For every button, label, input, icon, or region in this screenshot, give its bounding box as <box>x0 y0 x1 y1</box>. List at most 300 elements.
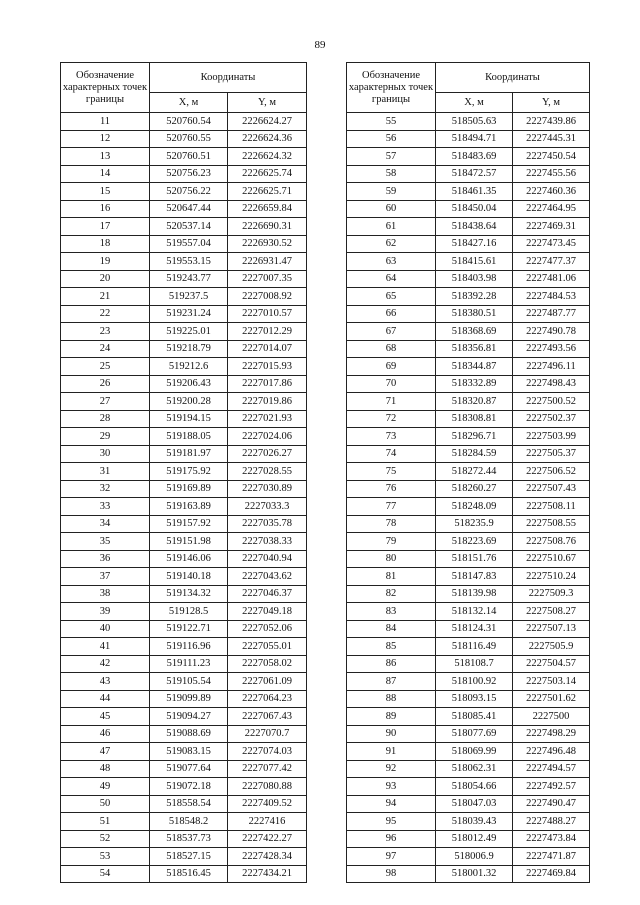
x-coordinate-cell: 519105.54 <box>150 673 228 691</box>
y-coordinate-cell: 2227493.56 <box>513 340 590 358</box>
x-coordinate-cell: 519188.05 <box>150 428 228 446</box>
y-coordinate-cell: 2227494.57 <box>513 760 590 778</box>
table-row <box>347 410 590 428</box>
point-number-cell: 34 <box>61 515 150 533</box>
table-row <box>347 130 590 148</box>
point-number-cell: 23 <box>61 323 150 341</box>
table-row <box>347 393 590 411</box>
y-coordinate-cell: 2227012.29 <box>228 323 307 341</box>
x-coordinate-cell: 518116.49 <box>436 638 513 656</box>
y-coordinate-cell: 2227409.52 <box>228 795 307 813</box>
x-coordinate-cell: 519128.5 <box>150 603 228 621</box>
table-row <box>61 865 307 883</box>
point-number-cell: 73 <box>347 428 436 446</box>
point-number-cell: 82 <box>347 585 436 603</box>
point-number-cell: 80 <box>347 550 436 568</box>
table-body-left <box>61 113 307 883</box>
y-coordinate-cell: 2227450.54 <box>513 148 590 166</box>
point-number-cell: 51 <box>61 813 150 831</box>
header-y: Y, м <box>513 93 590 113</box>
y-coordinate-cell: 2227049.18 <box>228 603 307 621</box>
x-coordinate-cell: 518100.92 <box>436 673 513 691</box>
table-row <box>61 778 307 796</box>
y-coordinate-cell: 2227507.43 <box>513 480 590 498</box>
table-row <box>347 673 590 691</box>
table-row <box>61 148 307 166</box>
y-coordinate-cell: 2227026.27 <box>228 445 307 463</box>
table-row <box>347 848 590 866</box>
table-row <box>61 795 307 813</box>
page-number: 89 <box>314 39 326 51</box>
point-number-cell: 48 <box>61 760 150 778</box>
y-coordinate-cell: 2227007.35 <box>228 270 307 288</box>
x-coordinate-cell: 518235.9 <box>436 515 513 533</box>
point-number-cell: 20 <box>61 270 150 288</box>
y-coordinate-cell: 2227434.21 <box>228 865 307 883</box>
y-coordinate-cell: 2227507.13 <box>513 620 590 638</box>
y-coordinate-cell: 2227010.57 <box>228 305 307 323</box>
point-number-cell: 47 <box>61 743 150 761</box>
table-row <box>61 270 307 288</box>
y-coordinate-cell: 2227017.86 <box>228 375 307 393</box>
x-coordinate-cell: 518223.69 <box>436 533 513 551</box>
x-coordinate-cell: 518151.76 <box>436 550 513 568</box>
x-coordinate-cell: 520537.14 <box>150 218 228 236</box>
point-number-cell: 97 <box>347 848 436 866</box>
table-row <box>347 813 590 831</box>
x-coordinate-cell: 519175.92 <box>150 463 228 481</box>
table-row <box>347 253 590 271</box>
point-number-cell: 28 <box>61 410 150 428</box>
x-coordinate-cell: 520756.22 <box>150 183 228 201</box>
point-number-cell: 60 <box>347 200 436 218</box>
y-coordinate-cell: 2227487.77 <box>513 305 590 323</box>
x-coordinate-cell: 518403.98 <box>436 270 513 288</box>
x-coordinate-cell: 519157.92 <box>150 515 228 533</box>
y-coordinate-cell: 2227492.57 <box>513 778 590 796</box>
table-row <box>61 655 307 673</box>
y-coordinate-cell: 2227080.88 <box>228 778 307 796</box>
table-row <box>347 708 590 726</box>
x-coordinate-cell: 519099.89 <box>150 690 228 708</box>
point-number-cell: 11 <box>61 113 150 131</box>
x-coordinate-cell: 519218.79 <box>150 340 228 358</box>
x-coordinate-cell: 518483.69 <box>436 148 513 166</box>
point-number-cell: 59 <box>347 183 436 201</box>
table-row <box>347 778 590 796</box>
table-row <box>61 480 307 498</box>
x-coordinate-cell: 518558.54 <box>150 795 228 813</box>
x-coordinate-cell: 519083.15 <box>150 743 228 761</box>
table-row <box>347 830 590 848</box>
table-row <box>61 200 307 218</box>
point-number-cell: 63 <box>347 253 436 271</box>
y-coordinate-cell: 2227473.84 <box>513 830 590 848</box>
y-coordinate-cell: 2226625.74 <box>228 165 307 183</box>
table-row <box>61 550 307 568</box>
y-coordinate-cell: 2227490.47 <box>513 795 590 813</box>
y-coordinate-cell: 2227464.95 <box>513 200 590 218</box>
y-coordinate-cell: 2227021.93 <box>228 410 307 428</box>
y-coordinate-cell: 2227501.62 <box>513 690 590 708</box>
x-coordinate-cell: 518344.87 <box>436 358 513 376</box>
point-number-cell: 35 <box>61 533 150 551</box>
table-row <box>61 165 307 183</box>
x-coordinate-cell: 519553.15 <box>150 253 228 271</box>
point-number-cell: 27 <box>61 393 150 411</box>
point-number-cell: 40 <box>61 620 150 638</box>
table-row <box>347 113 590 131</box>
x-coordinate-cell: 519094.27 <box>150 708 228 726</box>
point-number-cell: 12 <box>61 130 150 148</box>
y-coordinate-cell: 2227508.55 <box>513 515 590 533</box>
x-coordinate-cell: 518296.71 <box>436 428 513 446</box>
x-coordinate-cell: 519200.28 <box>150 393 228 411</box>
x-coordinate-cell: 519088.69 <box>150 725 228 743</box>
x-coordinate-cell: 518039.43 <box>436 813 513 831</box>
table-row <box>61 708 307 726</box>
point-number-cell: 56 <box>347 130 436 148</box>
x-coordinate-cell: 520760.55 <box>150 130 228 148</box>
y-coordinate-cell: 2227422.27 <box>228 830 307 848</box>
x-coordinate-cell: 519146.06 <box>150 550 228 568</box>
table-row <box>347 743 590 761</box>
y-coordinate-cell: 2227428.34 <box>228 848 307 866</box>
x-coordinate-cell: 518368.69 <box>436 323 513 341</box>
y-coordinate-cell: 2227477.37 <box>513 253 590 271</box>
y-coordinate-cell: 2226624.32 <box>228 148 307 166</box>
coordinates-table-left <box>60 62 307 883</box>
y-coordinate-cell: 2227460.36 <box>513 183 590 201</box>
table-row <box>347 428 590 446</box>
x-coordinate-cell: 518450.04 <box>436 200 513 218</box>
table-row <box>61 410 307 428</box>
table-row <box>347 340 590 358</box>
point-number-cell: 26 <box>61 375 150 393</box>
point-number-cell: 88 <box>347 690 436 708</box>
table-row <box>61 743 307 761</box>
x-coordinate-cell: 518062.31 <box>436 760 513 778</box>
y-coordinate-cell: 2227043.62 <box>228 568 307 586</box>
table-row <box>347 463 590 481</box>
table-row <box>347 445 590 463</box>
x-coordinate-cell: 518132.14 <box>436 603 513 621</box>
y-coordinate-cell: 2227508.27 <box>513 603 590 621</box>
point-number-cell: 71 <box>347 393 436 411</box>
y-coordinate-cell: 2227488.27 <box>513 813 590 831</box>
x-coordinate-cell: 518332.89 <box>436 375 513 393</box>
point-number-cell: 53 <box>61 848 150 866</box>
x-coordinate-cell: 519134.32 <box>150 585 228 603</box>
y-coordinate-cell: 2227015.93 <box>228 358 307 376</box>
header-y: Y, м <box>228 93 307 113</box>
y-coordinate-cell: 2227503.99 <box>513 428 590 446</box>
x-coordinate-cell: 518272.44 <box>436 463 513 481</box>
y-coordinate-cell: 2227504.57 <box>513 655 590 673</box>
table-row <box>61 568 307 586</box>
point-number-cell: 70 <box>347 375 436 393</box>
table-row <box>61 375 307 393</box>
point-number-cell: 55 <box>347 113 436 131</box>
x-coordinate-cell: 518001.32 <box>436 865 513 883</box>
table-row <box>347 498 590 516</box>
point-number-cell: 75 <box>347 463 436 481</box>
y-coordinate-cell: 2227014.07 <box>228 340 307 358</box>
table-row <box>347 638 590 656</box>
point-number-cell: 16 <box>61 200 150 218</box>
table-row <box>347 585 590 603</box>
table-row <box>61 585 307 603</box>
point-number-cell: 83 <box>347 603 436 621</box>
point-number-cell: 17 <box>61 218 150 236</box>
x-coordinate-cell: 519212.6 <box>150 358 228 376</box>
header-x: X, м <box>150 93 228 113</box>
y-coordinate-cell: 2227503.14 <box>513 673 590 691</box>
table-row <box>61 130 307 148</box>
table-row <box>347 270 590 288</box>
point-number-cell: 77 <box>347 498 436 516</box>
point-number-cell: 96 <box>347 830 436 848</box>
point-number-cell: 29 <box>61 428 150 446</box>
point-number-cell: 39 <box>61 603 150 621</box>
x-coordinate-cell: 518077.69 <box>436 725 513 743</box>
y-coordinate-cell: 2227445.31 <box>513 130 590 148</box>
table-row <box>347 358 590 376</box>
point-number-cell: 33 <box>61 498 150 516</box>
x-coordinate-cell: 520647.44 <box>150 200 228 218</box>
table-row <box>61 690 307 708</box>
y-coordinate-cell: 2227455.56 <box>513 165 590 183</box>
y-coordinate-cell: 2227077.42 <box>228 760 307 778</box>
y-coordinate-cell: 2227496.11 <box>513 358 590 376</box>
table-row <box>347 305 590 323</box>
point-number-cell: 58 <box>347 165 436 183</box>
point-number-cell: 98 <box>347 865 436 883</box>
table-row <box>347 725 590 743</box>
table-row <box>347 183 590 201</box>
y-coordinate-cell: 2227500 <box>513 708 590 726</box>
point-number-cell: 78 <box>347 515 436 533</box>
x-coordinate-cell: 519557.04 <box>150 235 228 253</box>
x-coordinate-cell: 518392.28 <box>436 288 513 306</box>
y-coordinate-cell: 2227416 <box>228 813 307 831</box>
y-coordinate-cell: 2227008.92 <box>228 288 307 306</box>
x-coordinate-cell: 518461.35 <box>436 183 513 201</box>
y-coordinate-cell: 2227064.23 <box>228 690 307 708</box>
table-row <box>61 218 307 236</box>
x-coordinate-cell: 519231.24 <box>150 305 228 323</box>
table-row <box>61 515 307 533</box>
point-number-cell: 18 <box>61 235 150 253</box>
point-number-cell: 14 <box>61 165 150 183</box>
table-row <box>61 253 307 271</box>
x-coordinate-cell: 518380.51 <box>436 305 513 323</box>
table-row <box>347 323 590 341</box>
x-coordinate-cell: 518012.49 <box>436 830 513 848</box>
point-number-cell: 87 <box>347 673 436 691</box>
x-coordinate-cell: 518284.59 <box>436 445 513 463</box>
y-coordinate-cell: 2227500.52 <box>513 393 590 411</box>
x-coordinate-cell: 518320.87 <box>436 393 513 411</box>
table-row <box>61 603 307 621</box>
x-coordinate-cell: 518537.73 <box>150 830 228 848</box>
y-coordinate-cell: 2226625.71 <box>228 183 307 201</box>
x-coordinate-cell: 518494.71 <box>436 130 513 148</box>
x-coordinate-cell: 518124.31 <box>436 620 513 638</box>
y-coordinate-cell: 2227024.06 <box>228 428 307 446</box>
y-coordinate-cell: 2226931.47 <box>228 253 307 271</box>
point-number-cell: 49 <box>61 778 150 796</box>
header-coordinates: Координаты <box>150 63 307 93</box>
point-number-cell: 37 <box>61 568 150 586</box>
table-row <box>61 533 307 551</box>
table-row <box>61 813 307 831</box>
x-coordinate-cell: 518147.83 <box>436 568 513 586</box>
table-row <box>347 760 590 778</box>
point-number-cell: 81 <box>347 568 436 586</box>
x-coordinate-cell: 518415.61 <box>436 253 513 271</box>
point-number-cell: 24 <box>61 340 150 358</box>
x-coordinate-cell: 518006.9 <box>436 848 513 866</box>
y-coordinate-cell: 2227510.67 <box>513 550 590 568</box>
y-coordinate-cell: 2227019.86 <box>228 393 307 411</box>
x-coordinate-cell: 519169.89 <box>150 480 228 498</box>
point-number-cell: 43 <box>61 673 150 691</box>
table-row <box>61 830 307 848</box>
point-number-cell: 30 <box>61 445 150 463</box>
point-number-cell: 50 <box>61 795 150 813</box>
point-number-cell: 45 <box>61 708 150 726</box>
point-number-cell: 15 <box>61 183 150 201</box>
point-number-cell: 86 <box>347 655 436 673</box>
y-coordinate-cell: 2227061.09 <box>228 673 307 691</box>
table-row <box>61 445 307 463</box>
table-row <box>61 638 307 656</box>
point-number-cell: 44 <box>61 690 150 708</box>
y-coordinate-cell: 2227038.33 <box>228 533 307 551</box>
y-coordinate-cell: 2227484.53 <box>513 288 590 306</box>
x-coordinate-cell: 518427.16 <box>436 235 513 253</box>
x-coordinate-cell: 518548.2 <box>150 813 228 831</box>
table-row <box>347 533 590 551</box>
x-coordinate-cell: 519072.18 <box>150 778 228 796</box>
x-coordinate-cell: 518108.7 <box>436 655 513 673</box>
y-coordinate-cell: 2227439.86 <box>513 113 590 131</box>
point-number-cell: 31 <box>61 463 150 481</box>
x-coordinate-cell: 518248.09 <box>436 498 513 516</box>
table-row <box>347 148 590 166</box>
x-coordinate-cell: 519243.77 <box>150 270 228 288</box>
point-number-cell: 38 <box>61 585 150 603</box>
point-number-cell: 90 <box>347 725 436 743</box>
y-coordinate-cell: 2227496.48 <box>513 743 590 761</box>
y-coordinate-cell: 2227033.3 <box>228 498 307 516</box>
header-point-designation: Обозначение характерных точек границы <box>61 63 150 113</box>
y-coordinate-cell: 2227058.02 <box>228 655 307 673</box>
header-x: X, м <box>436 93 513 113</box>
point-number-cell: 65 <box>347 288 436 306</box>
header-coordinates: Координаты <box>436 63 590 93</box>
point-number-cell: 95 <box>347 813 436 831</box>
table-row <box>347 620 590 638</box>
table-row <box>347 288 590 306</box>
x-coordinate-cell: 518438.64 <box>436 218 513 236</box>
point-number-cell: 92 <box>347 760 436 778</box>
table-row <box>347 200 590 218</box>
x-coordinate-cell: 520756.23 <box>150 165 228 183</box>
point-number-cell: 21 <box>61 288 150 306</box>
table-row <box>347 655 590 673</box>
x-coordinate-cell: 519225.01 <box>150 323 228 341</box>
y-coordinate-cell: 2227505.37 <box>513 445 590 463</box>
x-coordinate-cell: 519206.43 <box>150 375 228 393</box>
header-point-designation: Обозначение характерных точек границы <box>347 63 436 113</box>
table-row <box>347 165 590 183</box>
y-coordinate-cell: 2227028.55 <box>228 463 307 481</box>
y-coordinate-cell: 2227510.24 <box>513 568 590 586</box>
table-row <box>347 235 590 253</box>
y-coordinate-cell: 2227052.06 <box>228 620 307 638</box>
y-coordinate-cell: 2227040.94 <box>228 550 307 568</box>
y-coordinate-cell: 2227481.06 <box>513 270 590 288</box>
table-row <box>347 690 590 708</box>
table-row <box>61 498 307 516</box>
point-number-cell: 66 <box>347 305 436 323</box>
point-number-cell: 42 <box>61 655 150 673</box>
x-coordinate-cell: 518356.81 <box>436 340 513 358</box>
x-coordinate-cell: 519140.18 <box>150 568 228 586</box>
y-coordinate-cell: 2227030.89 <box>228 480 307 498</box>
point-number-cell: 46 <box>61 725 150 743</box>
y-coordinate-cell: 2227509.3 <box>513 585 590 603</box>
table-row <box>347 480 590 498</box>
y-coordinate-cell: 2227508.11 <box>513 498 590 516</box>
x-coordinate-cell: 519122.71 <box>150 620 228 638</box>
x-coordinate-cell: 519077.64 <box>150 760 228 778</box>
table-body-right <box>347 113 590 883</box>
y-coordinate-cell: 2227508.76 <box>513 533 590 551</box>
table-row <box>61 235 307 253</box>
point-number-cell: 85 <box>347 638 436 656</box>
table-row <box>61 725 307 743</box>
x-coordinate-cell: 519111.23 <box>150 655 228 673</box>
point-number-cell: 79 <box>347 533 436 551</box>
point-number-cell: 54 <box>61 865 150 883</box>
point-number-cell: 93 <box>347 778 436 796</box>
x-coordinate-cell: 518308.81 <box>436 410 513 428</box>
y-coordinate-cell: 2226624.27 <box>228 113 307 131</box>
y-coordinate-cell: 2227035.78 <box>228 515 307 533</box>
x-coordinate-cell: 519116.96 <box>150 638 228 656</box>
y-coordinate-cell: 2227469.31 <box>513 218 590 236</box>
y-coordinate-cell: 2227506.52 <box>513 463 590 481</box>
table-row <box>61 183 307 201</box>
x-coordinate-cell: 519151.98 <box>150 533 228 551</box>
x-coordinate-cell: 518047.03 <box>436 795 513 813</box>
x-coordinate-cell: 520760.54 <box>150 113 228 131</box>
point-number-cell: 89 <box>347 708 436 726</box>
point-number-cell: 91 <box>347 743 436 761</box>
coordinates-table-right <box>346 62 590 883</box>
x-coordinate-cell: 519194.15 <box>150 410 228 428</box>
y-coordinate-cell: 2227471.87 <box>513 848 590 866</box>
x-coordinate-cell: 518139.98 <box>436 585 513 603</box>
x-coordinate-cell: 518093.15 <box>436 690 513 708</box>
point-number-cell: 57 <box>347 148 436 166</box>
y-coordinate-cell: 2226690.31 <box>228 218 307 236</box>
table-row <box>61 323 307 341</box>
table-row <box>61 113 307 131</box>
